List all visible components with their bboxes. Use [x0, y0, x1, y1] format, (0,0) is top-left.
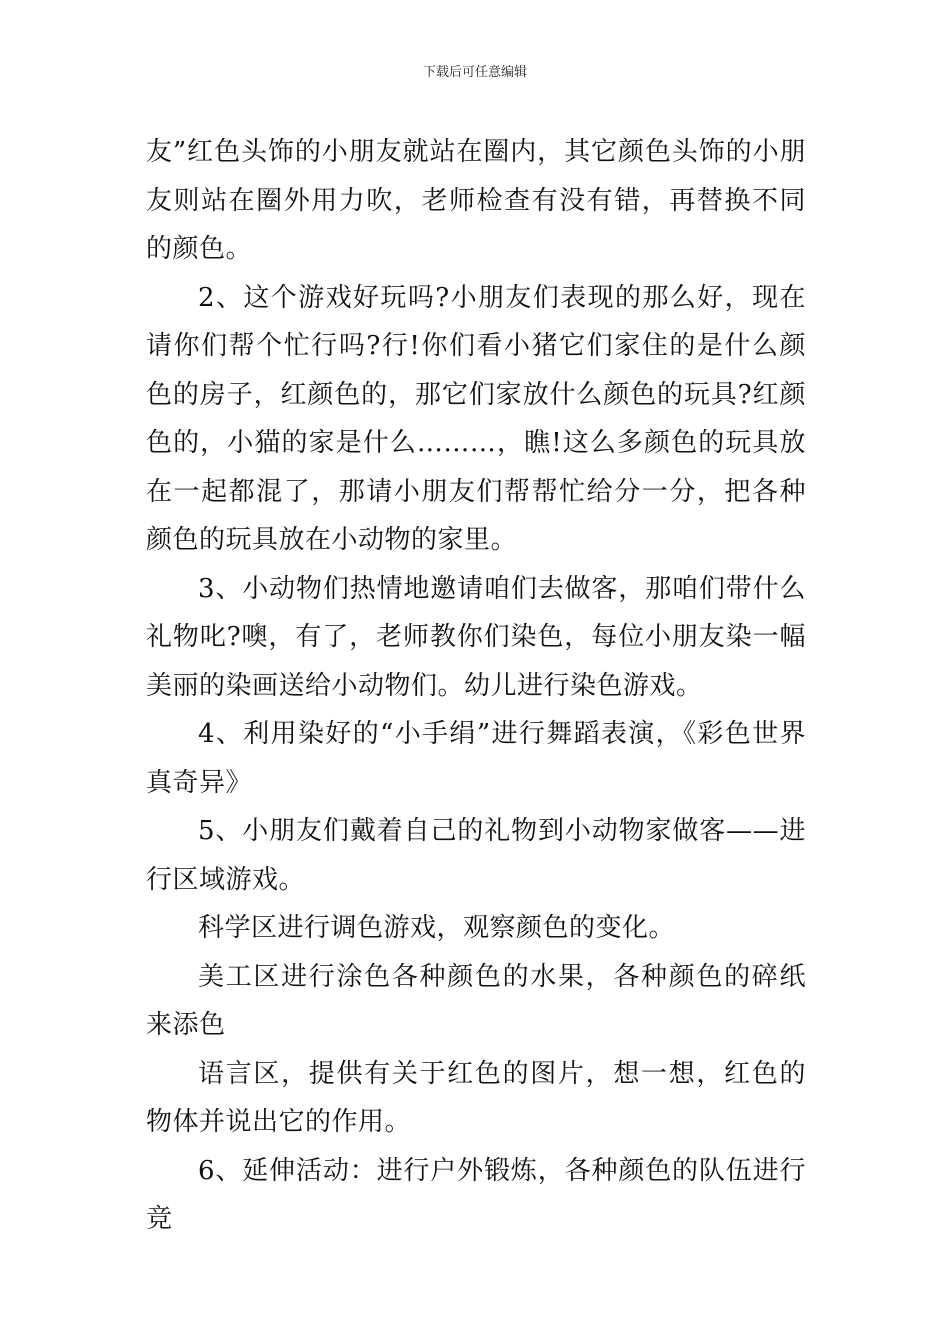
- document-body: [146, 128, 806, 1244]
- paragraph-5: 5、小朋友们戴着自己的礼物到小动物家做客——进行区域游戏。: [146, 816, 806, 895]
- paragraph-3: 3、小动物们热情地邀请咱们去做客，那咱们带什么礼物叱?噢，有了，老师教你们染色，每位小朋友染一幅美丽的染画送给小动物们。幼儿进行染色游戏。: [146, 573, 806, 701]
- paragraph-2: 2、这个游戏好玩吗?小朋友们表现的那么好，现在请你们帮个忙行吗?行!你们看小猪它们家住的是什么颜色的房子，红颜色的，那它们家放什么颜色的玩具?红颜色的，小猫的家是什么………，瞧!这么多颜色的玩具放在一起都混了，那请小朋友们帮帮忙给分一分，把各种颜色的玩具放在小动物的家里。: [146, 282, 806, 555]
- paragraph-1: 友”红色头饰的小朋友就站在圈内，其它颜色头饰的小朋友则站在圈外用力吹，老师检查有没有错，再替换不同的颜色。: [146, 137, 806, 264]
- paragraph-6: 科学区进行调色游戏，观察颜色的变化。: [198, 913, 676, 943]
- paragraph-8: 语言区，提供有关于红色的图片，想一想，红色的物体并说出它的作用。: [146, 1058, 806, 1137]
- page-header: 下载后可任意编辑: [422, 65, 527, 80]
- paragraph-7: 美工区进行涂色各种颜色的水果，各种颜色的碎纸来添色: [146, 961, 806, 1040]
- paragraph-4: 4、利用染好的“小手绢”进行舞蹈表演，《彩色世界真奇异》: [146, 719, 806, 798]
- paragraph-9: 6、延伸活动：进行户外锻炼，各种颜色的队伍进行竞: [146, 1155, 806, 1234]
